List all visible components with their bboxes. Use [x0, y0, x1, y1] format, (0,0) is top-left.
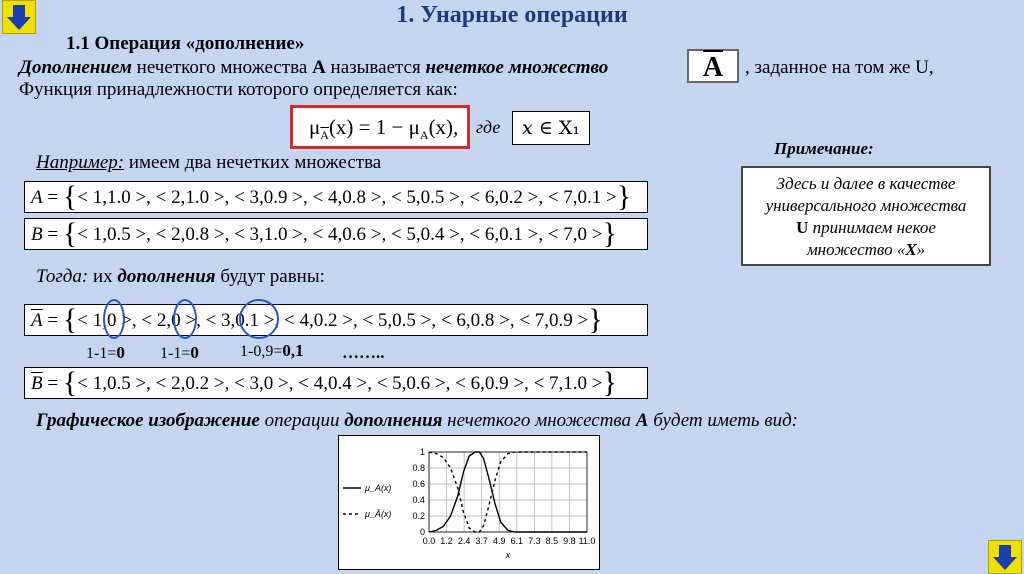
highlight-circle-1: [103, 299, 125, 339]
y-tick-label: 0: [419, 527, 425, 537]
formula-part-2: (x),: [428, 115, 459, 139]
example-prefix: Например:: [36, 152, 125, 173]
calc-3-result: 0,1: [282, 341, 304, 360]
set-b-complement-box: [24, 367, 648, 399]
note-x: X: [905, 240, 917, 259]
calc-dots-text: ……..: [342, 343, 385, 362]
caption-text-2: нечеткого множества: [442, 410, 636, 431]
def-fuzzy-set: нечеткое множество: [425, 57, 609, 78]
calc-1-result: 0: [116, 343, 125, 362]
right-brace-icon: }: [602, 218, 617, 250]
x-tick-label: 9.8: [563, 536, 576, 546]
then-line: [36, 266, 325, 288]
x-tick-label: 2.4: [457, 536, 471, 546]
y-tick-label: 1: [419, 447, 425, 457]
calc-2: [160, 343, 199, 363]
x-tick-label: 4.9: [492, 536, 506, 546]
caption-text-1: операции: [259, 410, 345, 431]
set-b-elements: < 1,0.5 >, < 2,0.8 >, < 3,1.0 >, < 4,0.6 >, < 5,0.4 >, < 6,0.1 >, < 7,0 >: [77, 224, 603, 245]
left-brace-icon: {: [62, 367, 78, 399]
note-u: U: [796, 218, 809, 237]
set-b-comp-elements: < 1,0.5 >, < 2,0.2 >, < 3,0 >, < 4,0.4 >, < 5,0.6 >, < 6,0.9 >, < 7,1.0 >: [77, 373, 603, 394]
set-a-comp-elements: < 1,0 >, < 2,0 >, < 3,0.1 >, < 4,0.2 >, < 5,0.5 >, < 6,0.8 >, < 7,0.9 >: [77, 310, 589, 331]
def-text-2: называется: [325, 57, 426, 78]
x-tick-label: 8.5: [545, 536, 559, 546]
set-a-comp-name: $\overline{A}$: [31, 310, 43, 331]
nav-down-arrow-bottom[interactable]: [988, 540, 1022, 574]
note-line-3: [743, 217, 989, 239]
caption-bold-2: дополнения: [344, 410, 443, 431]
note-box: [741, 166, 991, 266]
page-title: 1. Унарные операции: [396, 2, 628, 28]
example-text: имеем два нечетких множества: [124, 152, 382, 173]
chart-svg: [339, 436, 599, 569]
note-title: Примечание:: [774, 139, 874, 158]
highlight-circle-3: [239, 299, 279, 339]
definition-line-2: Функция принадлежности которого определяется как:: [19, 79, 458, 100]
caption-bold-3: А: [635, 410, 649, 431]
def-text-1: нечеткого множества: [131, 57, 313, 78]
set-a-elements: < 1,1.0 >, < 2,1.0 >, < 3,0.9 >, < 4,0.8 >, < 5,0.5 >, < 6,0.2 >, < 7,0.1 >: [77, 187, 617, 208]
graph-caption: [36, 410, 798, 432]
a-bar-box: [687, 49, 739, 83]
set-a-eq: =: [42, 187, 63, 208]
calc-3-text: 1-0,9=: [240, 343, 283, 360]
set-a-comp-eq: =: [42, 310, 63, 331]
then-text-2: будут равны:: [215, 266, 325, 287]
calc-2-result: 0: [190, 343, 199, 362]
formula-mu-1: μ: [309, 115, 321, 139]
def-set-a: А: [312, 57, 326, 78]
note-l4-end: »: [916, 240, 926, 259]
set-a-box: [24, 181, 648, 213]
left-brace-icon: {: [62, 304, 78, 336]
y-tick-label: 0.2: [412, 511, 425, 521]
calc-1-text: 1-1=: [86, 345, 117, 362]
right-brace-icon: }: [588, 304, 603, 336]
y-tick-label: 0.6: [412, 479, 425, 489]
legend-label-2: μ_Ā(x): [365, 509, 392, 519]
x-tick-label: 7.3: [528, 536, 541, 546]
note-l4-text: множество «: [806, 240, 906, 259]
set-a-name: A: [31, 187, 43, 208]
membership-chart: [338, 435, 600, 570]
x-axis-label: x: [505, 550, 511, 560]
x-tick-label: 3.7: [475, 536, 488, 546]
set-b-comp-eq: =: [42, 373, 63, 394]
then-bold: дополнения: [117, 266, 216, 287]
right-brace-icon: }: [602, 367, 617, 399]
right-brace-icon: }: [616, 181, 632, 213]
y-tick-label: 0.8: [412, 463, 425, 473]
series-line-1: [429, 452, 587, 532]
x-tick-label: 0.0: [422, 536, 436, 546]
series-line-2: [429, 452, 587, 532]
then-prefix: Тогда:: [36, 266, 89, 287]
then-text-1: их: [88, 266, 118, 287]
calc-1: [86, 343, 125, 363]
caption-text-3: будет иметь вид:: [648, 410, 799, 431]
set-b-box: [24, 218, 648, 250]
def-term: Дополнением: [19, 57, 132, 78]
set-b-name: B: [31, 224, 43, 245]
note-line-1: Здесь и далее в качестве: [776, 174, 956, 193]
plot-frame: [429, 452, 587, 532]
complement-formula: [290, 105, 470, 149]
note-l3-text: принимаем некое: [808, 218, 936, 237]
formula-part-1: (x) = 1 −: [328, 115, 409, 139]
calc-dots: [342, 343, 385, 363]
where-label: где: [476, 117, 501, 137]
left-brace-icon: {: [62, 181, 78, 213]
domain-box: 𝑥 ∈ X₁: [512, 111, 590, 145]
a-bar-symbol: A: [702, 52, 724, 83]
definition-line-1: [19, 57, 608, 79]
set-b-eq: =: [42, 224, 63, 245]
calc-2-text: 1-1=: [160, 345, 191, 362]
highlight-circle-2: [173, 299, 197, 339]
formula-sub-a: A: [419, 128, 429, 143]
section-subtitle: 1.1 Операция «дополнение»: [66, 33, 305, 54]
set-b-comp-name: $\overline{B}$: [31, 373, 43, 394]
caption-bold-1: Графическое изображение: [36, 410, 260, 431]
left-brace-icon: {: [62, 218, 78, 250]
def-text-3: , заданное на том же U,: [745, 57, 934, 78]
y-tick-label: 0.4: [412, 495, 425, 505]
x-tick-label: 1.2: [440, 536, 453, 546]
formula-sub-abar: A: [320, 128, 329, 143]
formula-mu-2: μ: [408, 115, 420, 139]
legend-label-1: μ_A(x): [365, 483, 392, 493]
note-line-4: [743, 239, 989, 261]
note-line-2: универсального множества: [765, 196, 967, 215]
x-tick-label: 6.1: [510, 536, 524, 546]
arrow-down-icon: [989, 541, 1021, 573]
example-line: [36, 152, 381, 174]
calc-3: [240, 341, 304, 361]
x-tick-label: 11.0: [578, 536, 596, 546]
